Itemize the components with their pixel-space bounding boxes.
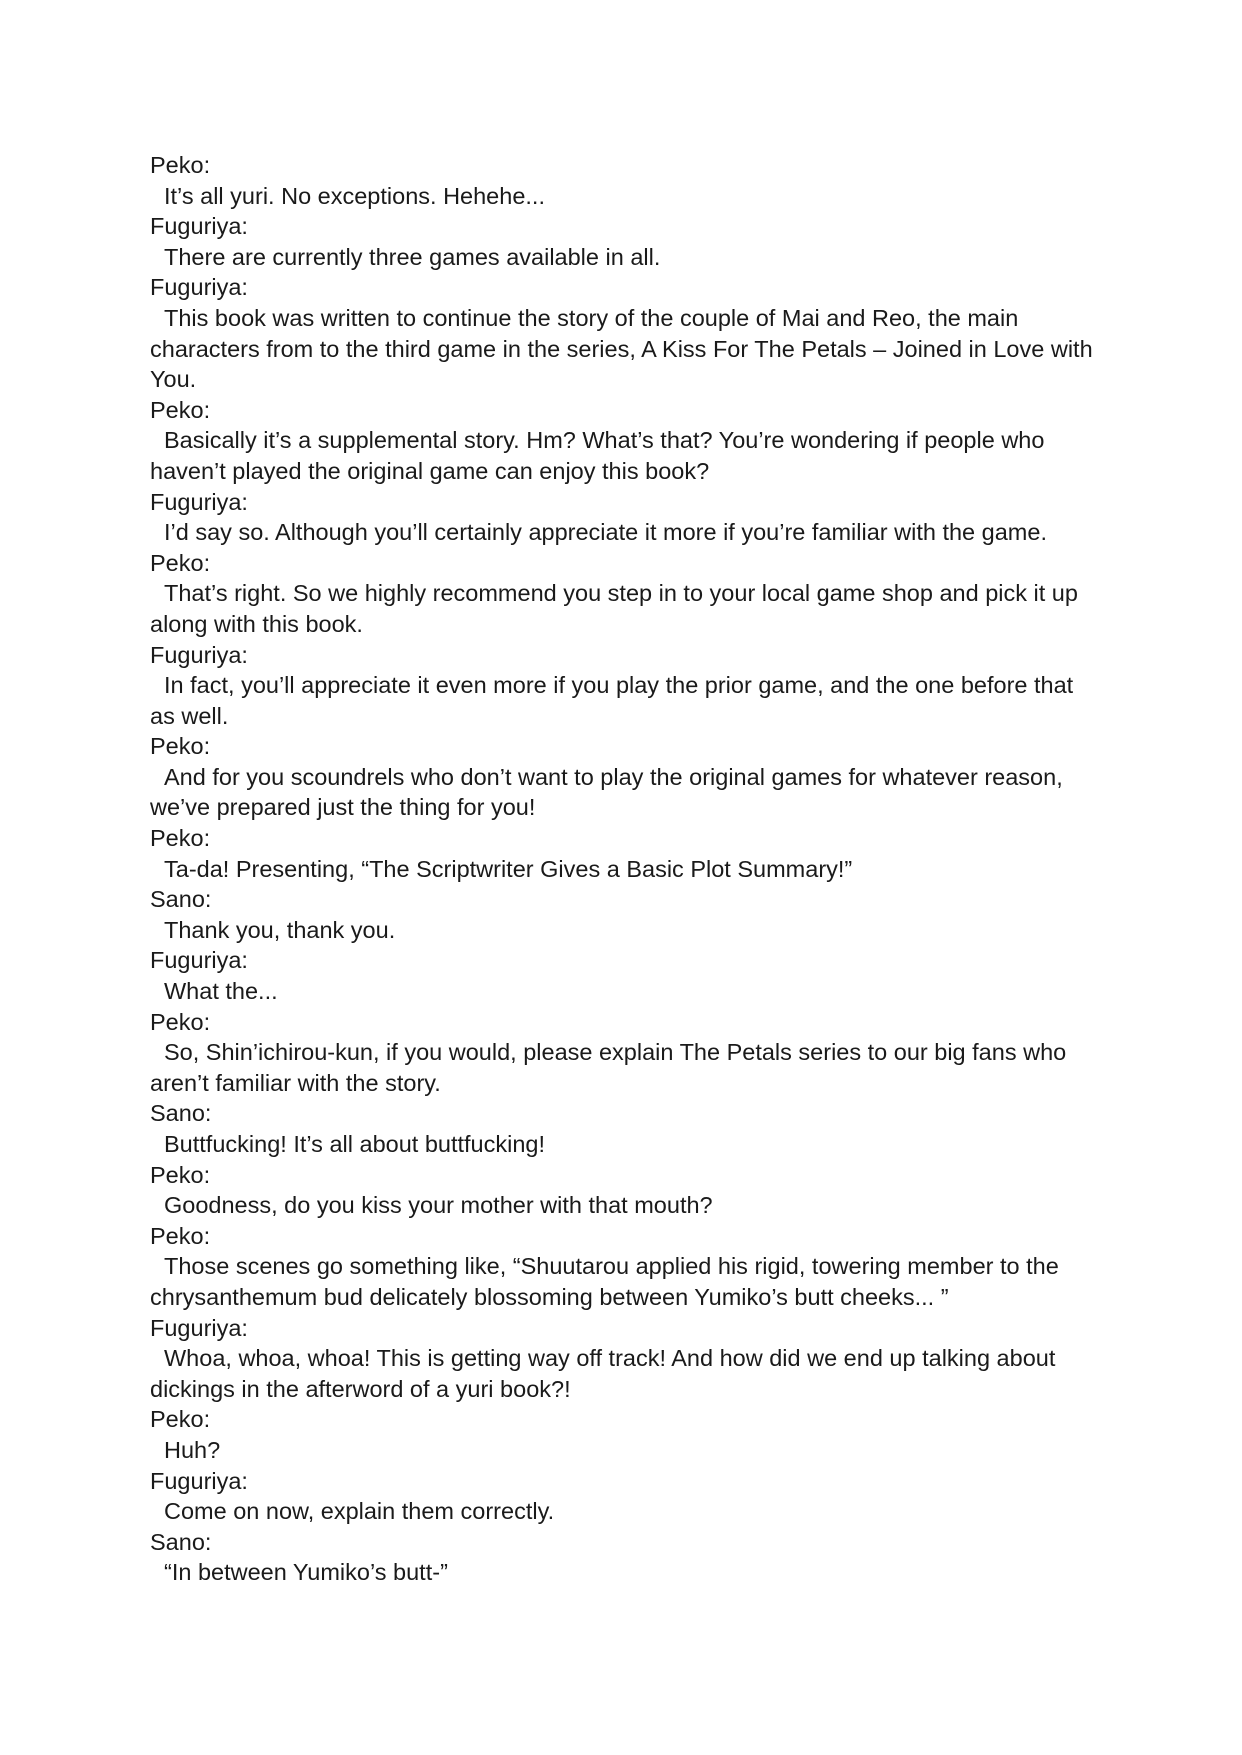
dialogue-line: Thank you, thank you. (164, 916, 396, 943)
dialogue-entry (150, 731, 1100, 823)
speaker-name: Fuguriya: (150, 1467, 248, 1494)
speaker-name: Peko: (150, 549, 211, 576)
speaker-name: Fuguriya: (150, 1314, 248, 1341)
dialogue-line: Those scenes go something like, “Shuutarou applied his rigid, towering member to the chrysanthemum bud delicately blossoming between Yumiko’s butt cheeks... ” (150, 1253, 1059, 1310)
dialogue-line: And for you scoundrels who don’t want to play the original games for whatever reason, we’ve prepared just the thing for you! (150, 763, 1063, 821)
dialogue-entry (150, 1404, 1100, 1465)
speaker-name: Peko: (150, 152, 211, 178)
dialogue-line: Huh? (164, 1436, 221, 1463)
speaker-name: Peko: (150, 1406, 211, 1433)
dialogue-line: Whoa, whoa, whoa! This is getting way off track! And how did we end up talking about dickings in the afterword of a yuri book?! (150, 1345, 1056, 1402)
dialogue-entry (150, 487, 1100, 548)
dialogue-line: What the... (164, 978, 278, 1005)
speaker-name: Peko: (150, 1161, 211, 1188)
dialogue-line: Ta-da! Presenting, “The Scriptwriter Gives a Basic Plot Summary!” (164, 855, 853, 882)
speaker-name: Fuguriya: (150, 641, 248, 668)
speaker-name: Fuguriya: (150, 274, 248, 301)
speaker-name: Peko: (150, 1222, 211, 1249)
dialogue-line: That’s right. So we highly recommend you step in to your local game shop and pick it up along with this book. (150, 580, 1078, 637)
dialogue-entry (150, 1007, 1100, 1099)
dialogue-line: Basically it’s a supplemental story. Hm? What’s that? You’re wondering if people who haven’t played the original game can enjoy this book? (150, 427, 1045, 484)
speaker-name: Peko: (150, 1008, 211, 1035)
speaker-name: Sano: (150, 1100, 212, 1127)
document-page (150, 150, 1100, 1588)
dialogue-entry (150, 1527, 1100, 1588)
dialogue-entry (150, 211, 1100, 272)
dialogue-line: “In between Yumiko’s butt-” (164, 1559, 448, 1586)
dialogue-entry (150, 272, 1100, 394)
dialogue-entry (150, 945, 1100, 1006)
dialogue-entry (150, 395, 1100, 487)
speaker-name: Sano: (150, 886, 212, 913)
dialogue-entry (150, 150, 1100, 211)
speaker-name: Fuguriya: (150, 947, 248, 974)
speaker-name: Peko: (150, 396, 211, 423)
dialogue-entry (150, 1160, 1100, 1221)
dialogue-entry (150, 1098, 1100, 1159)
dialogue-entry (150, 1221, 1100, 1313)
dialogue-entry (150, 1466, 1100, 1527)
speaker-name: Sano: (150, 1528, 212, 1555)
speaker-name: Fuguriya: (150, 213, 248, 240)
dialogue-line: There are currently three games available in all. (164, 243, 661, 270)
dialogue-entry (150, 884, 1100, 945)
dialogue-line: Buttfucking! It’s all about buttfucking! (164, 1131, 546, 1157)
dialogue-line: Goodness, do you kiss your mother with that mouth? (164, 1192, 713, 1219)
dialogue-line: I’d say so. Although you’ll certainly appreciate it more if you’re familiar with the game. (164, 519, 1047, 546)
dialogue-entry (150, 823, 1100, 884)
speaker-name: Peko: (150, 733, 211, 760)
speaker-name: Fuguriya: (150, 488, 248, 515)
dialogue-line: In fact, you’ll appreciate it even more if you play the prior game, and the one before that as well. (150, 672, 1074, 729)
speaker-name: Peko: (150, 825, 211, 852)
dialogue-line: This book was written to continue the story of the couple of Mai and Reo, the main characters from to the third game in the series, A Kiss For The Petals – Joined in Love with You. (150, 304, 1093, 393)
dialogue-line: So, Shin’ichirou-kun, if you would, please explain The Petals series to our big fans who aren’t familiar with the story. (150, 1039, 1067, 1096)
dialogue-line: It’s all yuri. No exceptions. Hehehe... (164, 182, 545, 209)
dialogue-line: Come on now, explain them correctly. (164, 1498, 555, 1525)
dialogue-entry (150, 640, 1100, 732)
dialogue-entry (150, 548, 1100, 640)
dialogue-entry (150, 1313, 1100, 1405)
